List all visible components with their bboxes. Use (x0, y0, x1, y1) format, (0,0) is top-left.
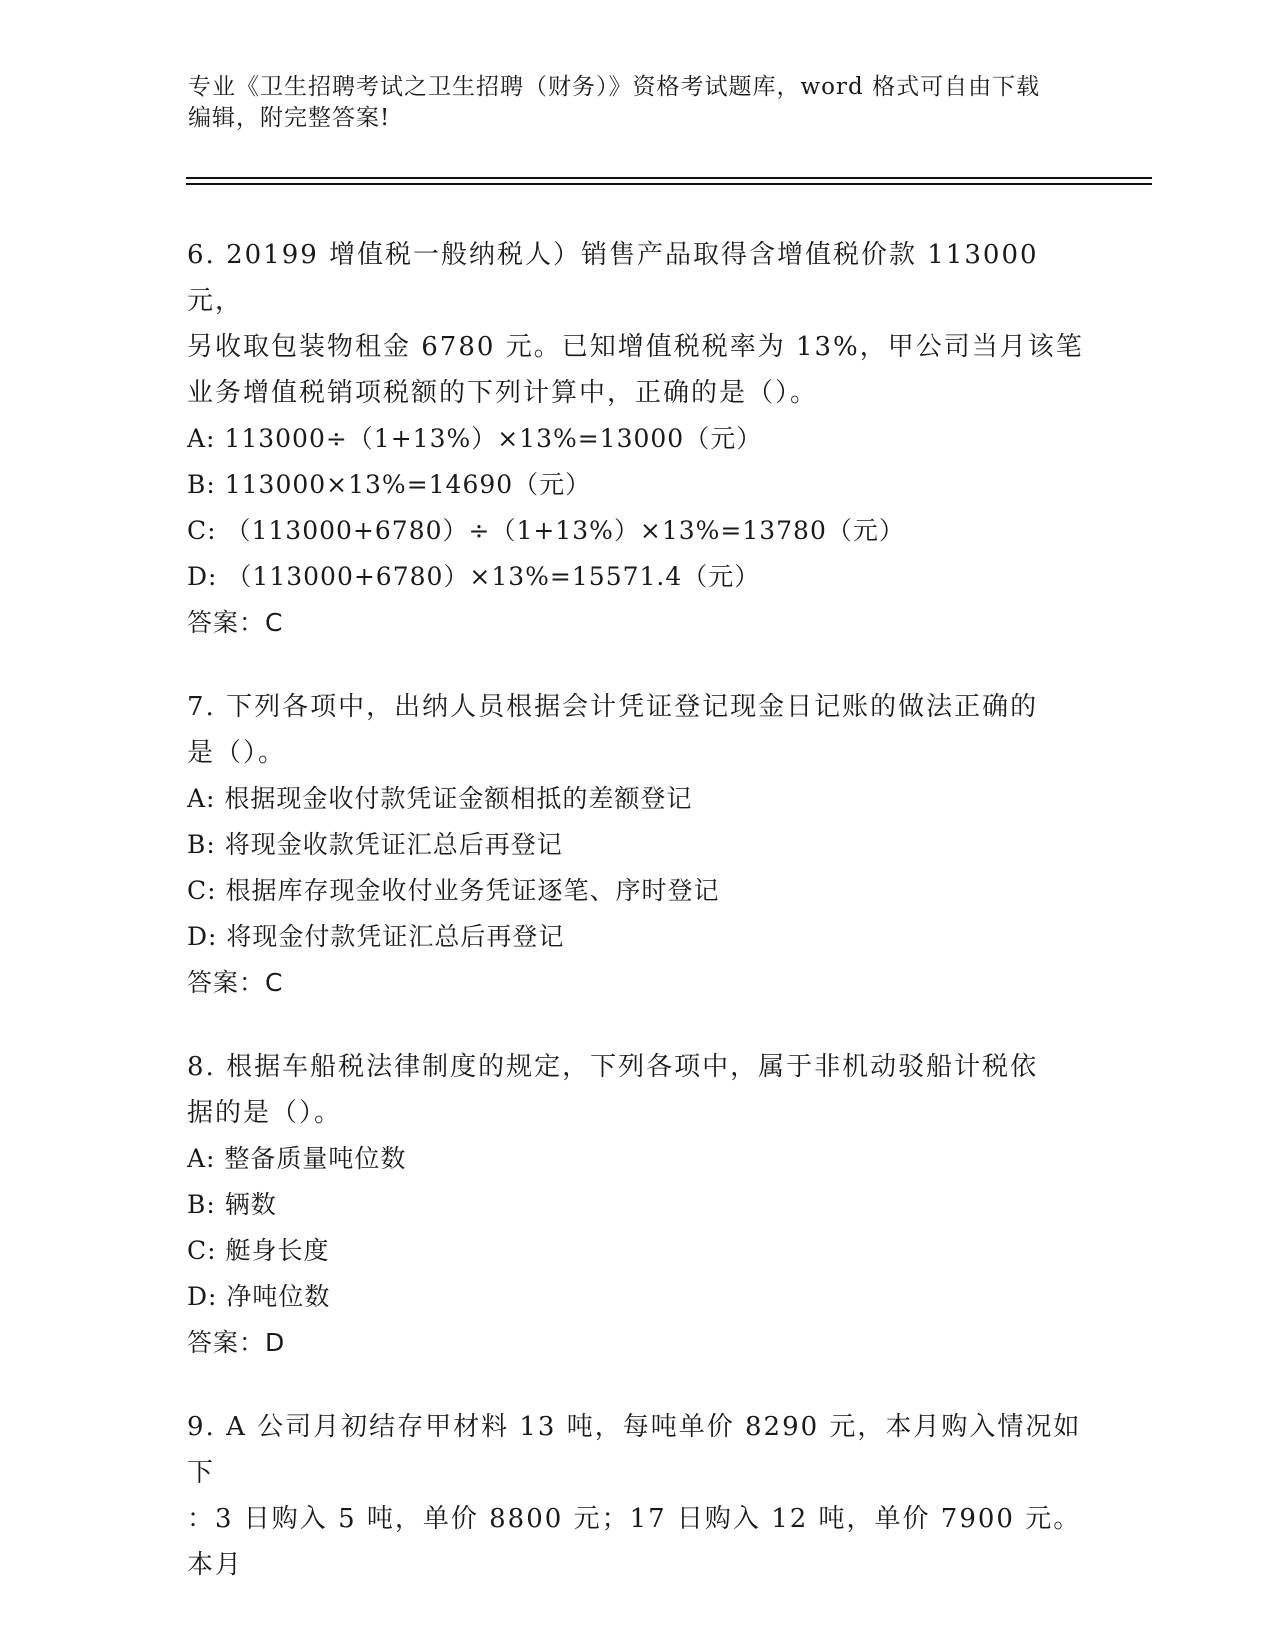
header-line-1: 专业《卫生招聘考试之卫生招聘（财务）》资格考试题库，word 格式可自由下载 (188, 74, 1041, 100)
header-line-2: 编辑，附完整答案! (188, 105, 391, 131)
option-a: A: 根据现金收付款凭证金额相抵的差额登记 (187, 784, 693, 813)
option-c: C: （113000+6780）÷（1+13%）×13%=13780（元） (187, 516, 905, 545)
document-header (188, 72, 1068, 134)
question-stem-line: 据的是（）。 (187, 1098, 343, 1128)
header-divider-top (186, 177, 1152, 179)
option-c: C: 艇身长度 (187, 1236, 330, 1265)
header-divider-bottom (186, 183, 1152, 185)
option-c: C: 根据库存现金收付业务凭证逐笔、序时登记 (187, 876, 720, 905)
question-7 (187, 684, 1087, 1006)
question-stem-line: 业务增值税销项税额的下列计算中，正确的是（）。 (187, 378, 819, 408)
option-d: D: 将现金付款凭证汇总后再登记 (187, 922, 565, 951)
question-9 (187, 1404, 1087, 1588)
answer-line: 答案：D (187, 1328, 286, 1357)
answer-line: 答案：C (187, 608, 284, 637)
option-b: B: 辆数 (187, 1190, 277, 1219)
question-stem-line: 8. 根据车船税法律制度的规定，下列各项中，属于非机动驳船计税依 (187, 1052, 1039, 1082)
option-a: A: 整备质量吨位数 (187, 1144, 407, 1173)
option-b: B: 将现金收款凭证汇总后再登记 (187, 830, 563, 859)
question-6 (187, 232, 1087, 646)
question-stem-line: 6. 20199 增值税一般纳税人）销售产品取得含增值税价款 113000 元， (187, 240, 1039, 316)
question-stem-line: 是（）。 (187, 738, 287, 768)
answer-line: 答案：C (187, 968, 284, 997)
option-a: A: 113000÷（1+13%）×13%=13000（元） (187, 424, 763, 453)
question-stem-line: 9. A 公司月初结存甲材料 13 吨，每吨单价 8290 元，本月购入情况如下 (187, 1412, 1082, 1488)
question-8 (187, 1044, 1087, 1366)
question-stem-line: ：3 日购入 5 吨，单价 8800 元；17 日购入 12 吨，单价 7900 元。本月 (187, 1504, 1082, 1580)
question-list (187, 232, 1087, 1626)
question-stem-line: 7. 下列各项中，出纳人员根据会计凭证登记现金日记账的做法正确的 (187, 692, 1039, 722)
option-d: D: （113000+6780）×13%=15571.4（元） (187, 562, 761, 591)
option-d: D: 净吨位数 (187, 1282, 331, 1311)
question-stem-line: 另收取包装物租金 6780 元。已知增值税税率为 13%，甲公司当月该笔 (187, 332, 1084, 362)
option-b: B: 113000×13%=14690（元） (187, 470, 592, 499)
